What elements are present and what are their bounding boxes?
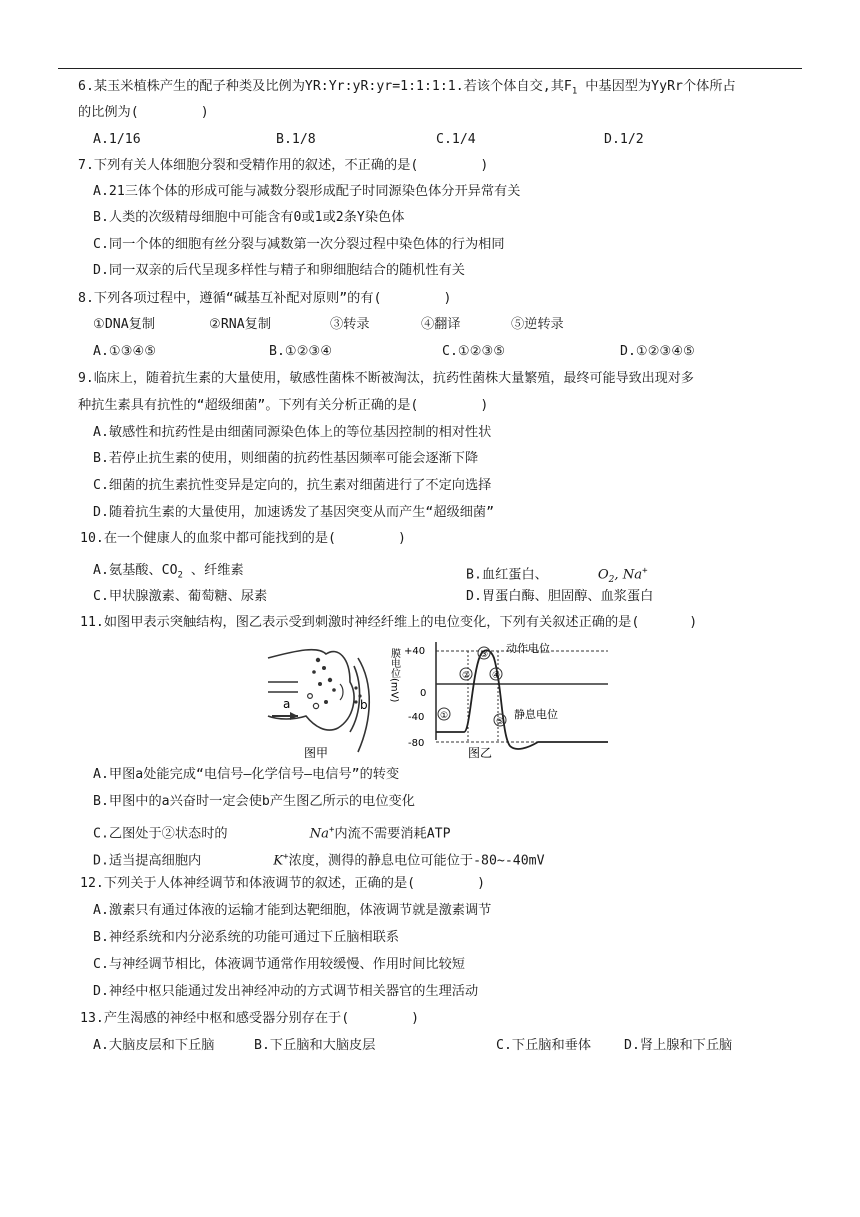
q9-stem: 9.临床上，随着抗生素的大量使用，敏感性菌株不断被淘汰，抗药性菌株大量繁殖，最终可能导致出现对多	[78, 371, 694, 386]
q6-stem-cont: 的比例为( )	[78, 105, 209, 120]
tick-0: 0	[420, 688, 427, 699]
q9-option-d[interactable]: D.随着抗生素的大量使用，加速诱发了基因突变从而产生“超级细菌”	[93, 505, 495, 520]
action-potential-label: 动作电位	[506, 642, 550, 655]
q8-item-1: ①DNA复制	[93, 317, 156, 332]
q8-option-a[interactable]: A.①③④⑤	[93, 344, 157, 359]
q7-stem: 7.下列有关人体细胞分裂和受精作用的叙述，不正确的是( )	[78, 158, 489, 173]
tick-minus80: -80	[408, 738, 425, 749]
q10-option-a[interactable]: A.氨基酸、$CO_2$ 、纤维素	[93, 563, 244, 581]
q9-option-b[interactable]: B.若停止抗生素的使用，则细菌的抗药性基因频率可能会逐渐下降	[93, 451, 479, 466]
q12-stem: 12.下列关于人体神经调节和体液调节的叙述，正确的是( )	[80, 876, 486, 891]
q12-option-b[interactable]: B.神经系统和内分泌系统的功能可通过下丘脑相联系	[93, 930, 400, 945]
q8-item-5: ⑤逆转录	[511, 317, 564, 332]
q10-option-c[interactable]: C.甲状腺激素、葡萄糖、尿素	[93, 589, 268, 604]
q6-option-d[interactable]: D.1/2	[604, 132, 644, 147]
marker-3: ③	[480, 650, 489, 660]
q13-option-b[interactable]: B.下丘脑和大脑皮层	[254, 1038, 376, 1053]
q7-option-b[interactable]: B.人类的次级精母细胞中可能含有0或1或2条Y染色体	[93, 210, 405, 225]
caption-yi: 图乙	[468, 746, 493, 760]
q13-stem: 13.产生渴感的神经中枢和感受器分别存在于( )	[80, 1011, 420, 1026]
label-b: b	[360, 698, 368, 712]
q8-option-c[interactable]: C.①②③⑤	[442, 344, 506, 359]
q13-option-d[interactable]: D.肾上腺和下丘脑	[624, 1038, 733, 1053]
q11-option-a[interactable]: A.甲图a处能完成“电信号—化学信号—电信号”的转变	[93, 767, 400, 782]
q6-option-c[interactable]: C.1/4	[436, 132, 476, 147]
q13-option-a[interactable]: A.大脑皮层和下丘脑	[93, 1038, 215, 1053]
q9-option-a[interactable]: A.敏感性和抗药性是由细菌同源染色体上的等位基因控制的相对性状	[93, 425, 492, 440]
q6-option-b[interactable]: B.1/8	[276, 132, 316, 147]
q7-option-a[interactable]: A.21三体个体的形成可能与减数分裂形成配子时同源染色体分开异常有关	[93, 184, 521, 199]
q10-option-b[interactable]: B.血红蛋白、 $O_2$, Na+	[466, 566, 648, 586]
potential-graph	[389, 641, 609, 760]
marker-5: ⑤	[496, 717, 505, 727]
q8-item-3: ③转录	[330, 317, 370, 332]
label-a: a	[283, 697, 291, 711]
q10-stem: 10.在一个健康人的血浆中都可能找到的是( )	[80, 531, 406, 546]
q12-option-d[interactable]: D.神经中枢只能通过发出神经冲动的方式调节相关器官的生理活动	[93, 984, 479, 999]
q11-option-c[interactable]: C.乙图处于②状态时的 Na+内流不需要消耗ATP	[93, 825, 451, 842]
q11-figure	[258, 636, 618, 760]
q11-option-b[interactable]: B.甲图中的a兴奋时一定会使b产生图乙所示的电位变化	[93, 794, 415, 809]
q12-option-c[interactable]: C.与神经调节相比，体液调节通常作用较缓慢、作用时间比较短	[93, 957, 465, 972]
q8-stem: 8.下列各项过程中，遵循“碱基互补配对原则”的有( )	[78, 291, 452, 306]
q8-item-4: ④翻译	[421, 317, 461, 332]
q13-option-c[interactable]: C.下丘脑和垂体	[496, 1038, 592, 1053]
q8-option-d[interactable]: D.①②③④⑤	[620, 344, 695, 359]
graph-ylabel: 膜电位(mV)	[388, 648, 400, 703]
q11-stem: 11.如图甲表示突触结构，图乙表示受到刺激时神经纤维上的电位变化，下列有关叙述正确的是( )	[80, 615, 698, 630]
q8-item-2: ②RNA复制	[209, 317, 272, 332]
marker-1: ①	[440, 711, 449, 721]
q6-stem: 6.某玉米植株产生的配子种类及比例为YR:Yr:yR:yr=1:1:1:1.若该个体自交,其$F_1$ 中基因型为YyRr个体所占	[78, 79, 736, 97]
q6-option-a[interactable]: A.1/16	[93, 132, 141, 147]
resting-potential-label: 静息电位	[514, 708, 558, 721]
q7-option-c[interactable]: C.同一个体的细胞有丝分裂与减数第一次分裂过程中染色体的行为相同	[93, 237, 505, 252]
marker-2: ②	[462, 671, 471, 681]
q10-option-d[interactable]: D.胃蛋白酶、胆固醇、血浆蛋白	[466, 589, 654, 604]
caption-jia: 图甲	[304, 746, 329, 760]
q9-option-c[interactable]: C.细菌的抗生素抗性变异是定向的，抗生素对细菌进行了不定向选择	[93, 478, 492, 493]
synapse-diagram	[268, 650, 369, 760]
q12-option-a[interactable]: A.激素只有通过体液的运输才能到达靶细胞，体液调节就是激素调节	[93, 903, 492, 918]
tick-minus40: -40	[408, 712, 425, 723]
q8-option-b[interactable]: B.①②③④	[269, 344, 333, 359]
marker-4: ④	[492, 671, 501, 681]
q7-option-d[interactable]: D.同一双亲的后代呈现多样性与精子和卵细胞结合的随机性有关	[93, 263, 465, 278]
q9-stem-cont: 种抗生素具有抗性的“超级细菌”。下列有关分析正确的是( )	[78, 398, 489, 413]
q11-option-d[interactable]: D.适当提高细胞内 K+浓度，测得的静息电位可能位于-80~-40mV	[93, 852, 545, 869]
tick-plus40: +40	[404, 646, 426, 657]
header-rule	[58, 68, 802, 69]
